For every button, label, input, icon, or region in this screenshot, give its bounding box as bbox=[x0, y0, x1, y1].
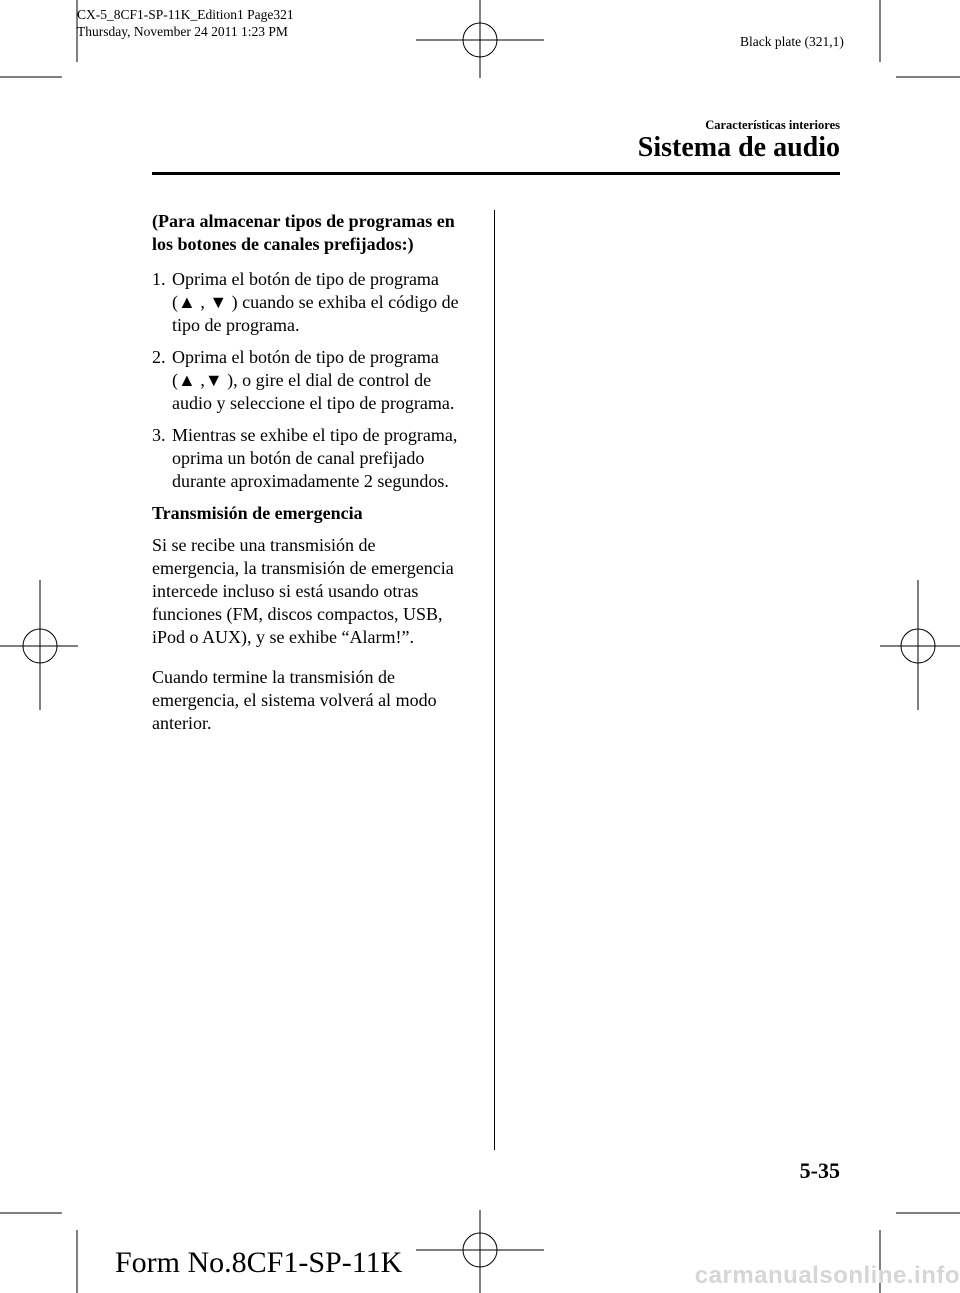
paragraph-line: Cuando termine la transmisión de bbox=[152, 667, 395, 687]
subheading-storage-line1: (Para almacenar tipos de programas en bbox=[152, 211, 455, 231]
step-3-text bbox=[172, 424, 482, 493]
step-1-line3: tipo de programa. bbox=[172, 315, 300, 335]
paragraph-end bbox=[152, 666, 482, 735]
step-3 bbox=[152, 424, 482, 493]
page-title: Sistema de audio bbox=[637, 132, 840, 163]
separator: , bbox=[195, 292, 210, 312]
column-divider bbox=[494, 210, 495, 1150]
step-1-line2 bbox=[172, 291, 482, 314]
step-1-line2-text: ) cuando se exhiba el código de bbox=[231, 292, 459, 312]
step-2-text bbox=[172, 346, 482, 415]
paragraph-line: funciones (FM, discos compactos, USB, bbox=[152, 604, 443, 624]
watermark: carmanualsonline.info bbox=[694, 1262, 960, 1289]
step-number: 2. bbox=[152, 347, 166, 367]
step-2-line2-text: ), o gire el dial de control de bbox=[227, 370, 432, 390]
paragraph-line: emergencia, el sistema volverá al modo bbox=[152, 690, 437, 710]
paragraph-emergency bbox=[152, 534, 482, 649]
step-number: 3. bbox=[152, 425, 166, 445]
step-3-line2: oprima un botón de canal prefijado bbox=[172, 448, 425, 468]
header-rule bbox=[152, 172, 840, 175]
step-2 bbox=[152, 346, 482, 415]
step-1-line1: Oprima el botón de tipo de programa bbox=[172, 269, 439, 289]
subheading-emergency: Transmisión de emergencia bbox=[152, 503, 363, 523]
page-number: 5-35 bbox=[799, 1158, 840, 1183]
step-3-line1: Mientras se exhibe el tipo de programa, bbox=[172, 425, 458, 445]
print-info-file: CX-5_8CF1-SP-11K_Edition1 Page321 bbox=[77, 7, 294, 22]
step-1-text bbox=[172, 268, 482, 337]
print-info bbox=[77, 6, 294, 40]
step-2-line1: Oprima el botón de tipo de programa bbox=[172, 347, 439, 367]
paragraph-line: emergencia, la transmisión de emergencia bbox=[152, 558, 454, 578]
paren-open: ( bbox=[172, 292, 178, 312]
plate-label: Black plate (321,1) bbox=[740, 34, 844, 49]
down-triangle-icon: ▼ bbox=[204, 370, 223, 390]
step-3-line3: durante aproximadamente 2 segundos. bbox=[172, 471, 449, 491]
paragraph-line: anterior. bbox=[152, 713, 212, 733]
section-name: Características interiores bbox=[705, 118, 840, 132]
down-triangle-icon: ▼ bbox=[209, 292, 228, 312]
step-2-line2 bbox=[172, 369, 482, 392]
print-info-date: Thursday, November 24 2011 1:23 PM bbox=[77, 24, 288, 39]
form-number: Form No.8CF1-SP-11K bbox=[115, 1246, 403, 1279]
paragraph-line: Si se recibe una transmisión de bbox=[152, 535, 376, 555]
up-triangle-icon: ▲ bbox=[178, 370, 196, 390]
step-1 bbox=[152, 268, 482, 337]
subheading-storage bbox=[152, 210, 482, 256]
up-triangle-icon: ▲ bbox=[178, 292, 196, 312]
main-content bbox=[152, 210, 482, 735]
subheading-storage-line2: los botones de canales prefijados:) bbox=[152, 234, 414, 254]
paragraph-line: intercede incluso si está usando otras bbox=[152, 581, 419, 601]
paren-open: ( bbox=[172, 370, 178, 390]
paragraph-line: iPod o AUX), y se exhibe “Alarm!”. bbox=[152, 627, 414, 647]
separator: , bbox=[195, 370, 205, 390]
step-number: 1. bbox=[152, 269, 166, 289]
step-2-line3: audio y seleccione el tipo de programa. bbox=[172, 393, 455, 413]
